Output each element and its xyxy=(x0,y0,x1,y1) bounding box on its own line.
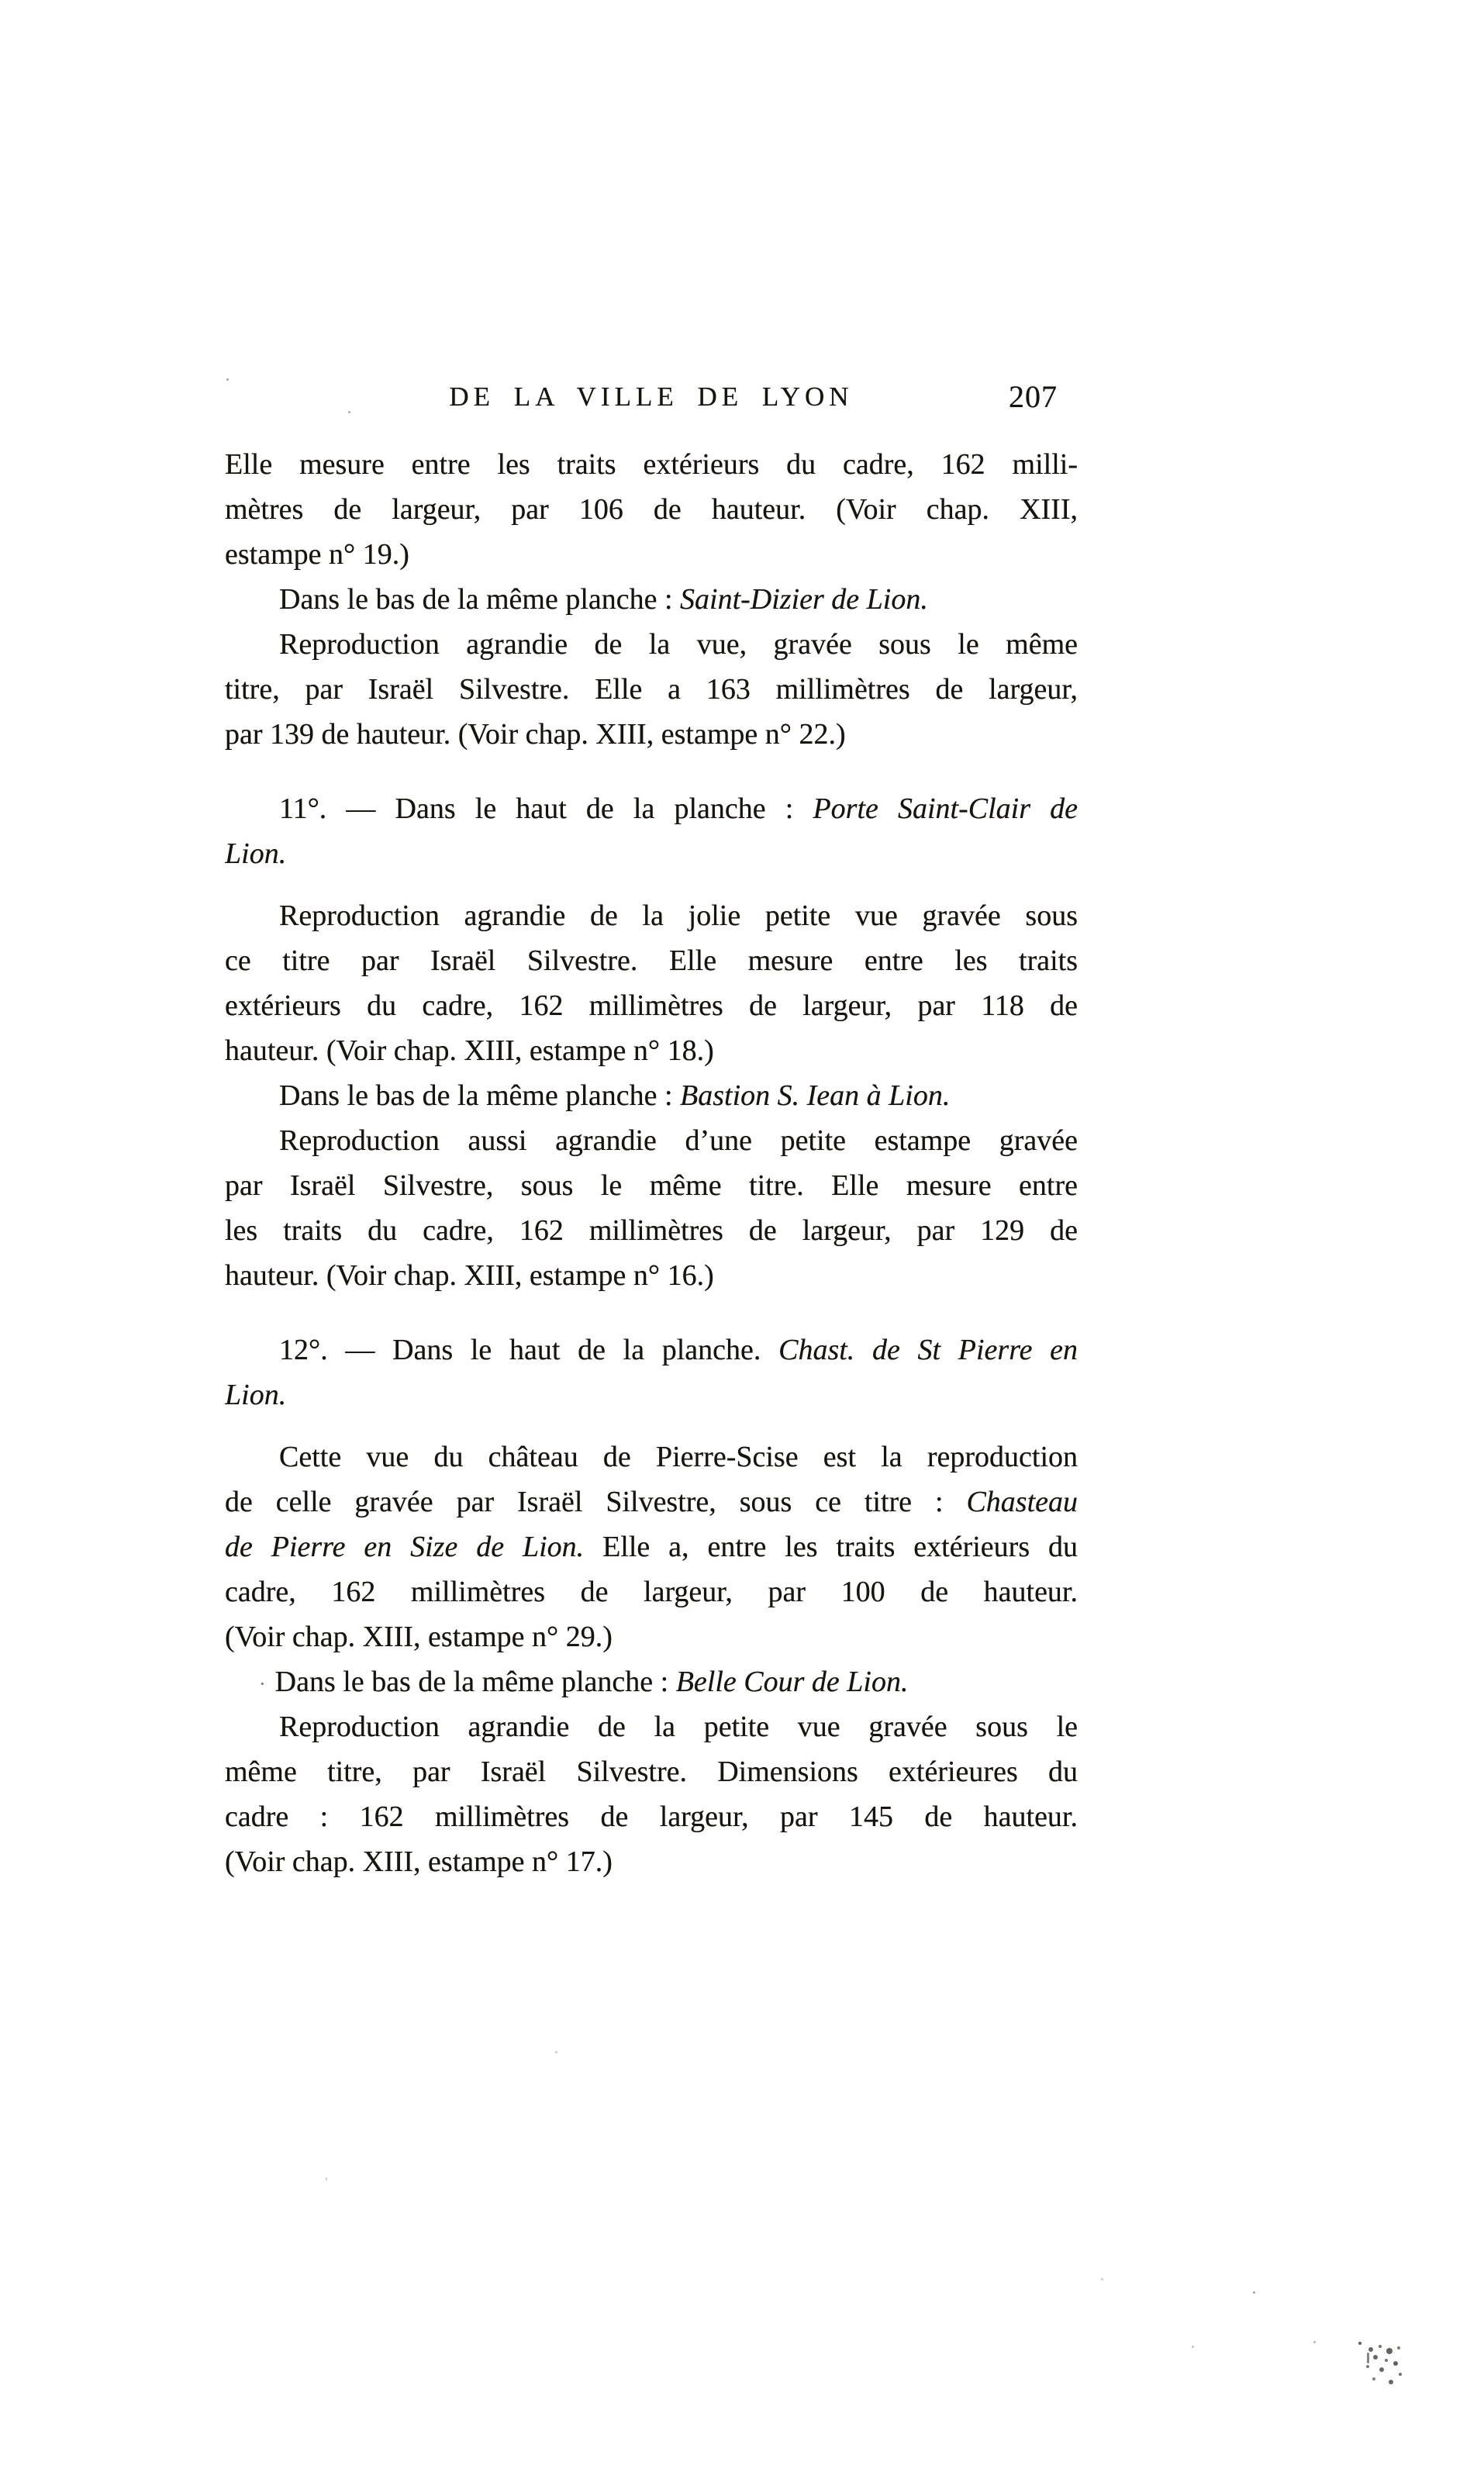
paragraph xyxy=(225,622,1078,757)
text-segment: cadre : 162 millimètres de largeur, par 145 de hauteur. xyxy=(225,1800,1078,1833)
text-segment: ce titre par Israël Silvestre. Elle mesure entre les traits xyxy=(225,944,1078,977)
text-block xyxy=(225,442,1078,1884)
text-line xyxy=(225,1659,1078,1704)
text-line xyxy=(225,1524,1078,1569)
text-line xyxy=(225,1614,1078,1659)
scan-noise-cluster xyxy=(1358,2342,1361,2345)
paragraph xyxy=(225,1435,1078,1659)
paragraph xyxy=(225,1327,1078,1417)
text-line xyxy=(225,831,1078,876)
text-segment: de celle gravée par Israël Silvestre, sous ce titre : xyxy=(225,1486,967,1518)
text-line xyxy=(225,1704,1078,1749)
italic-text: Porte Saint-Clair de xyxy=(813,792,1078,825)
paragraph xyxy=(225,1118,1078,1298)
text-segment: estampe n° 19.) xyxy=(225,538,409,571)
text-line xyxy=(225,577,1078,622)
scan-speck xyxy=(226,378,229,381)
text-line xyxy=(225,1794,1078,1839)
paragraph xyxy=(225,1659,1078,1704)
text-segment: hauteur. (Voir chap. XIII, estampe n° 18.) xyxy=(225,1034,714,1067)
paragraph xyxy=(225,1704,1078,1884)
italic-text: Saint-Dizier de Lion. xyxy=(680,583,928,616)
italic-text: Chasteau xyxy=(966,1486,1078,1518)
page-header xyxy=(225,380,1078,416)
text-line xyxy=(225,487,1078,532)
text-segment: titre, par Israël Silvestre. Elle a 163 millimètres de largeur, xyxy=(225,673,1078,706)
running-title: DE LA VILLE DE LYON xyxy=(449,382,854,412)
paragraph xyxy=(225,1073,1078,1118)
text-line xyxy=(225,1118,1078,1163)
text-line xyxy=(225,442,1078,487)
scan-speck xyxy=(1253,2291,1255,2294)
scan-speck xyxy=(1101,2278,1103,2280)
italic-text: Chast. de St Pierre en xyxy=(778,1334,1078,1366)
text-segment: Reproduction aussi agrandie d’une petite estampe gravée xyxy=(279,1124,1078,1157)
text-segment: les traits du cadre, 162 millimètres de largeur, par 129 de xyxy=(225,1214,1078,1247)
text-segment: Elle a, entre les traits extérieurs du xyxy=(584,1531,1078,1563)
text-segment: Elle mesure entre les traits extérieurs du cadre, 162 milli- xyxy=(225,448,1078,481)
text-line xyxy=(225,667,1078,712)
italic-text: Lion. xyxy=(225,1379,287,1411)
text-segment: Dans le bas de la même planche : xyxy=(279,583,681,616)
text-segment: Reproduction agrandie de la vue, gravée sous le même xyxy=(279,628,1078,661)
text-line xyxy=(225,1372,1078,1417)
scan-speck xyxy=(348,411,350,413)
text-segment: cadre, 162 millimètres de largeur, par 100 de hauteur. xyxy=(225,1576,1078,1608)
text-segment: Reproduction agrandie de la petite vue gravée sous le xyxy=(279,1711,1078,1743)
paragraph xyxy=(225,786,1078,876)
text-line xyxy=(225,1163,1078,1208)
text-line xyxy=(225,1327,1078,1372)
text-line xyxy=(225,938,1078,983)
scan-speck xyxy=(1313,2341,1316,2343)
text-segment: mètres de largeur, par 106 de hauteur. (Voir chap. XIII, xyxy=(225,493,1078,526)
text-line xyxy=(225,712,1078,757)
text-line xyxy=(225,1073,1078,1118)
italic-text: Belle Cour de Lion. xyxy=(675,1666,909,1698)
text-segment: Cette vue du château de Pierre-Scise est la reproduction xyxy=(279,1441,1078,1473)
paragraph xyxy=(225,442,1078,577)
text-line xyxy=(225,983,1078,1028)
italic-text: de Pierre en Size de Lion. xyxy=(225,1531,585,1563)
text-segment: par Israël Silvestre, sous le même titre. Elle mesure entre xyxy=(225,1169,1078,1202)
text-segment: 12°. — Dans le haut de la planche. xyxy=(279,1334,779,1366)
paragraph xyxy=(225,893,1078,1073)
page-number: 207 xyxy=(1009,379,1058,414)
scan-speck xyxy=(326,2177,327,2180)
scan-speck xyxy=(1192,2346,1194,2348)
text-segment: 11°. — Dans le haut de la planche : xyxy=(279,792,813,825)
text-segment: Dans le bas de la même planche : xyxy=(274,1666,676,1698)
scan-speck xyxy=(555,2051,557,2053)
text-line xyxy=(225,786,1078,831)
text-line xyxy=(225,532,1078,577)
text-line xyxy=(225,1028,1078,1073)
text-segment: Dans le bas de la même planche : xyxy=(279,1079,681,1112)
scan-speck: · xyxy=(259,1673,266,1696)
text-segment: même titre, par Israël Silvestre. Dimensions extérieures du xyxy=(225,1756,1078,1788)
text-line xyxy=(225,1839,1078,1884)
text-segment: Reproduction agrandie de la jolie petite vue gravée sous xyxy=(279,899,1078,932)
text-line xyxy=(225,1479,1078,1524)
text-segment: (Voir chap. XIII, estampe n° 29.) xyxy=(225,1621,613,1653)
text-line xyxy=(225,1569,1078,1614)
text-segment: par 139 de hauteur. (Voir chap. XIII, estampe n° 22.) xyxy=(225,718,846,751)
text-line xyxy=(225,1208,1078,1253)
text-segment: hauteur. (Voir chap. XIII, estampe n° 16.) xyxy=(225,1259,714,1292)
text-line xyxy=(225,1749,1078,1794)
text-line xyxy=(225,1253,1078,1298)
text-line xyxy=(225,622,1078,667)
paragraph xyxy=(225,577,1078,622)
text-line xyxy=(225,893,1078,938)
scan-speck xyxy=(1367,2353,1369,2363)
italic-text: Bastion S. Iean à Lion. xyxy=(680,1079,951,1112)
text-segment: (Voir chap. XIII, estampe n° 17.) xyxy=(225,1845,613,1878)
text-line xyxy=(225,1435,1078,1479)
italic-text: Lion. xyxy=(225,837,287,870)
text-segment: extérieurs du cadre, 162 millimètres de largeur, par 118 de xyxy=(225,989,1078,1022)
